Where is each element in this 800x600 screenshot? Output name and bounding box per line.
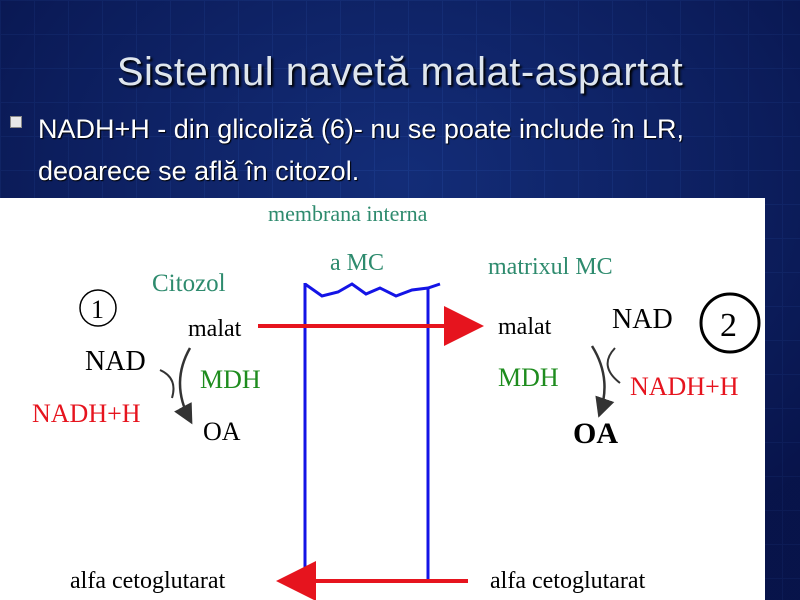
bottom-left-ketoglutarate: alfa cetoglutarat — [70, 568, 226, 594]
right-malat: malat — [498, 314, 552, 340]
membrane-zigzag — [305, 284, 440, 296]
right-nad: NAD — [612, 304, 673, 335]
left-mdh: MDH — [200, 365, 261, 394]
bullet-text: NADH+H - din glicoliză (6)- nu se poate include în LR, deoarece se află în citozol. — [38, 114, 685, 186]
right-nadh: NADH+H — [630, 372, 739, 401]
malate-aspartate-diagram — [0, 198, 765, 600]
slide-title: Sistemul navetă malat-aspartat — [116, 50, 684, 94]
bullet-icon — [10, 116, 26, 132]
right-cofactor-arrow — [608, 348, 620, 383]
step-1-label: 1 — [91, 295, 104, 324]
right-mdh: MDH — [498, 363, 559, 392]
left-oa: OA — [203, 417, 241, 446]
cytosol-label: Citozol — [152, 270, 226, 297]
left-reaction-arrow — [180, 348, 190, 420]
right-reaction-arrow — [592, 346, 605, 413]
membrane-label-line2: a MC — [330, 250, 384, 276]
step-2-label: 2 — [720, 307, 737, 344]
bottom-right-ketoglutarate: alfa cetoglutarat — [490, 568, 646, 594]
left-nadh: NADH+H — [32, 399, 141, 428]
matrix-label: matrixul MC — [488, 254, 613, 280]
left-cofactor-arrow — [160, 370, 174, 398]
membrane-label-line1: membrana interna — [268, 201, 428, 226]
left-nad: NAD — [85, 346, 146, 377]
left-malat: malat — [188, 316, 242, 342]
right-oa: OA — [573, 417, 618, 450]
